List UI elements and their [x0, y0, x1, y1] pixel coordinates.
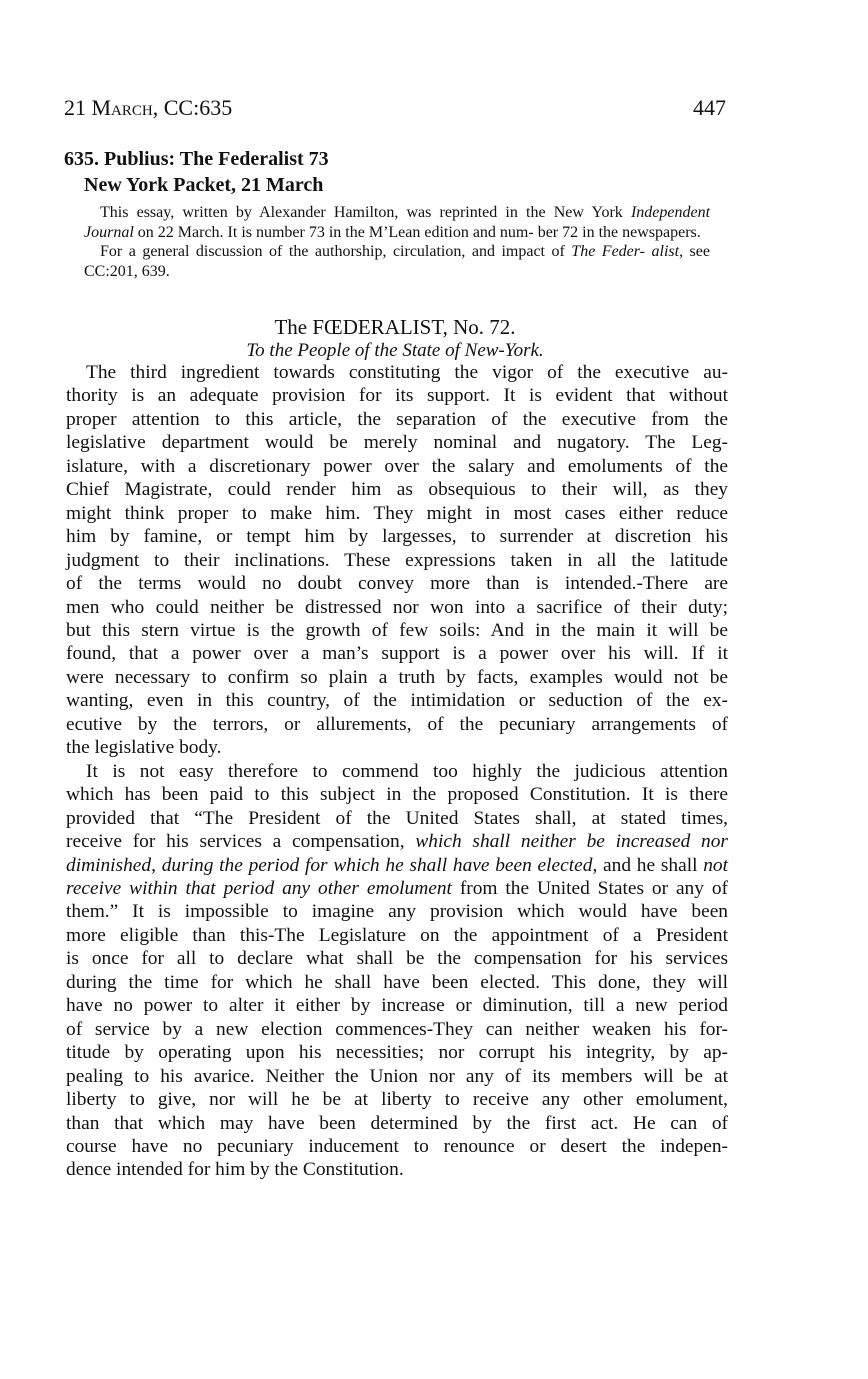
text-line: islature, with a discretionary power over the salary and emoluments of the — [66, 455, 728, 477]
headnote-italic: Independent Journal — [84, 204, 711, 241]
headnote-text: on 22 March. It is number 73 in the M’Lean edition and num- — [133, 223, 534, 241]
headnote-paragraph-1 — [84, 203, 710, 242]
text-line: ecutive by the terrors, or allurements, of the pecuniary arrangements of — [66, 713, 728, 735]
text-run: , and he shall — [592, 854, 704, 876]
text-line: judgment to their inclinations. These expressions taken in all the latitude — [66, 549, 728, 571]
text-line: found, that a power over a man’s support is a power over his will. If it — [66, 643, 728, 665]
text-line: during the time for which he shall have been elected. This done, they will — [66, 971, 728, 993]
running-head-month: March — [91, 95, 153, 120]
text-line: which has been paid to this subject in the proposed Constitution. It is there — [66, 784, 728, 806]
text-line: than that which may have been determined by the first act. He can of — [66, 1112, 728, 1134]
text-line: is once for all to declare what shall be the compensation for his services — [66, 948, 728, 970]
text-run: receive for his services a compensation, — [66, 831, 416, 853]
text-line: thority is an adequate provision for its support. It is evident that without — [66, 385, 728, 407]
text-line: might think proper to make him. They might in most cases either reduce — [66, 502, 728, 524]
text-line: wanting, even in this country, of the intimidation or seduction of the ex- — [66, 690, 728, 712]
essay-title: The FŒDERALIST, No. 72. — [274, 315, 516, 339]
text-line: were necessary to confirm so plain a truth by facts, examples would not be — [66, 666, 728, 688]
text-line: legislative department would be merely nominal and nugatory. The Leg- — [66, 432, 728, 454]
text-line: the legislative body. — [66, 737, 222, 759]
headnote-paragraph-2 — [84, 242, 710, 281]
headnote-text: For a general discussion of the authorship, circulation, and impact of — [100, 243, 572, 260]
document-heading — [64, 146, 329, 198]
document-number-title: 635. Publius: The Federalist 73 — [64, 148, 329, 170]
headnote-italic: alist — [651, 243, 680, 260]
document-source: New York Packet, 21 March — [84, 174, 324, 196]
text-line: dence intended for him by the Constitution. — [66, 1159, 404, 1181]
text-run-italic: not — [703, 854, 728, 876]
essay-body — [66, 361, 728, 1182]
text-line: but this stern virtue is the growth of few soils: And in the main it will be — [66, 619, 728, 641]
text-line: him by famine, or tempt him by largesses, to surrender at discretion his — [66, 526, 728, 548]
text-line — [66, 877, 728, 900]
text-line: men who could neither be distressed nor won into a sacrifice of their duty; — [66, 596, 728, 618]
headnote-italic: The Feder- — [571, 243, 645, 260]
text-run-italic: receive within that period any other emolument — [66, 877, 452, 899]
essay-paragraph-1 — [66, 361, 728, 760]
text-line: The third ingredient towards constituting the vigor of the executive au- — [86, 362, 728, 383]
text-line: them.” It is impossible to imagine any provision which would have been — [66, 901, 728, 923]
text-line — [66, 854, 728, 877]
text-line: It is not easy therefore to commend too highly the judicious attention — [86, 760, 728, 782]
page-number: 447 — [693, 95, 726, 120]
running-head-ref: , CC:635 — [152, 95, 233, 120]
text-run-italic: diminished, during the period for which he shall have been elected — [66, 854, 593, 876]
text-line — [66, 830, 728, 853]
text-line: more eligible than this-The Legislature on the appointment of a President — [66, 924, 728, 946]
text-line: liberty to give, nor will he be at liberty to receive any other emolument, — [66, 1089, 728, 1111]
text-line: titude by operating upon his necessities; nor corrupt his integrity, by ap- — [66, 1042, 728, 1064]
text-line: pealing to his avarice. Neither the Union nor any of its members will be at — [66, 1065, 728, 1087]
headnote — [84, 203, 710, 281]
text-line: of the terms would no doubt convey more than is intended.-There are — [66, 573, 728, 595]
text-line: Chief Magistrate, could render him as obsequious to their will, as they — [66, 479, 728, 501]
headnote-text: ber 72 in the newspapers. — [537, 223, 701, 241]
running-head-date — [64, 94, 232, 122]
text-run: from the United States or any of — [451, 877, 728, 899]
text-line: provided that “The President of the United States shall, at stated times, — [66, 807, 728, 829]
text-line: proper attention to this article, the separation of the executive from the — [66, 408, 728, 430]
text-line: have no power to alter it either by increase or diminution, till a new period — [66, 995, 728, 1017]
headnote-text: This essay, written by Alexander Hamilton, was reprinted in the New York — [100, 204, 623, 221]
essay-paragraph-2 — [66, 760, 728, 1182]
text-line: of service by a new election commences-They can neither weaken his for- — [66, 1018, 728, 1040]
text-run-italic: which shall neither be increased nor — [415, 831, 728, 853]
headnote-text: , see CC:201, 639. — [84, 243, 710, 280]
running-head-day: 21 — [64, 95, 86, 120]
essay-salutation: To the People of the State of New-York. — [246, 340, 544, 361]
text-line: course have no pecuniary inducement to renounce or desert the indepen- — [66, 1135, 728, 1157]
